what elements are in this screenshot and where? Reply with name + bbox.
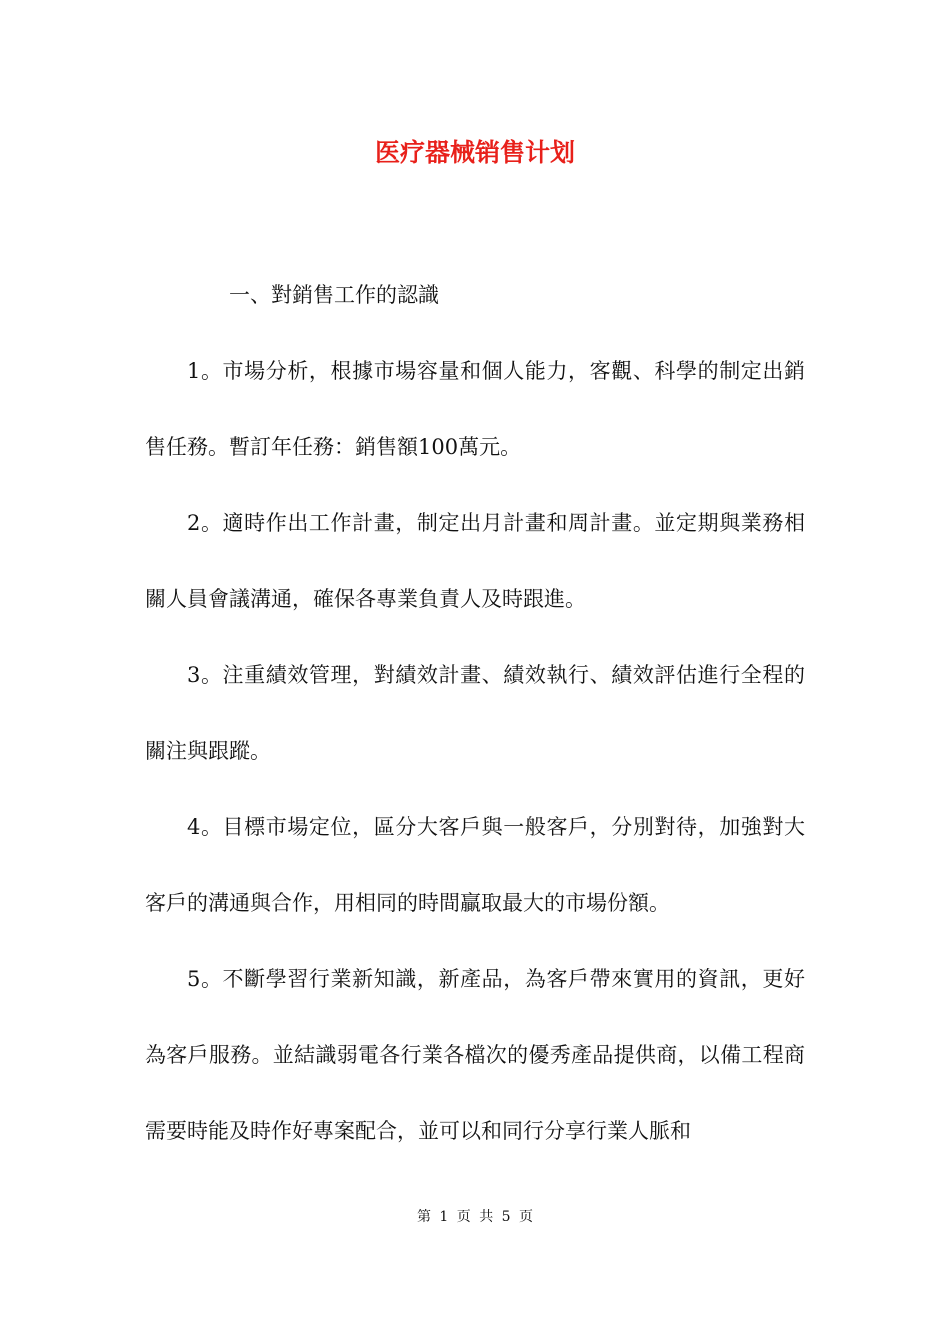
section-heading: 一、對銷售工作的認識 (229, 283, 439, 307)
paragraph-4: 4。目標市場定位，區分大客戶與一般客戶，分別對待，加強對大客戶的溝通與合作，用相同的時間贏取最大的市場份額。 (145, 815, 805, 915)
document-title: 医疗器械销售计划 (374, 138, 575, 167)
paragraph-5: 5。不斷學習行業新知識，新產品，為客戶帶來實用的資訊，更好為客戶服務。並結識弱電各行業各檔次的優秀產品提供商，以備工程商需要時能及時作好專案配合，並可以和同行分享行業人脈和 (145, 967, 805, 1143)
page-number-footer: 第 1 页 共 5 页 (416, 1209, 534, 1225)
paragraph-1: 1。市場分析，根據市場容量和個人能力，客觀、科學的制定出銷售任務。暫訂年任務：銷售額100萬元。 (145, 359, 805, 459)
paragraph-list (145, 333, 805, 1169)
paragraph-3: 3。注重績效管理，對績效計畫、績效執行、績效評估進行全程的關注與跟蹤。 (145, 663, 805, 763)
paragraph-2: 2。適時作出工作計畫，制定出月計畫和周計畫。並定期與業務相關人員會議溝通，確保各專業負責人及時跟進。 (145, 511, 805, 611)
